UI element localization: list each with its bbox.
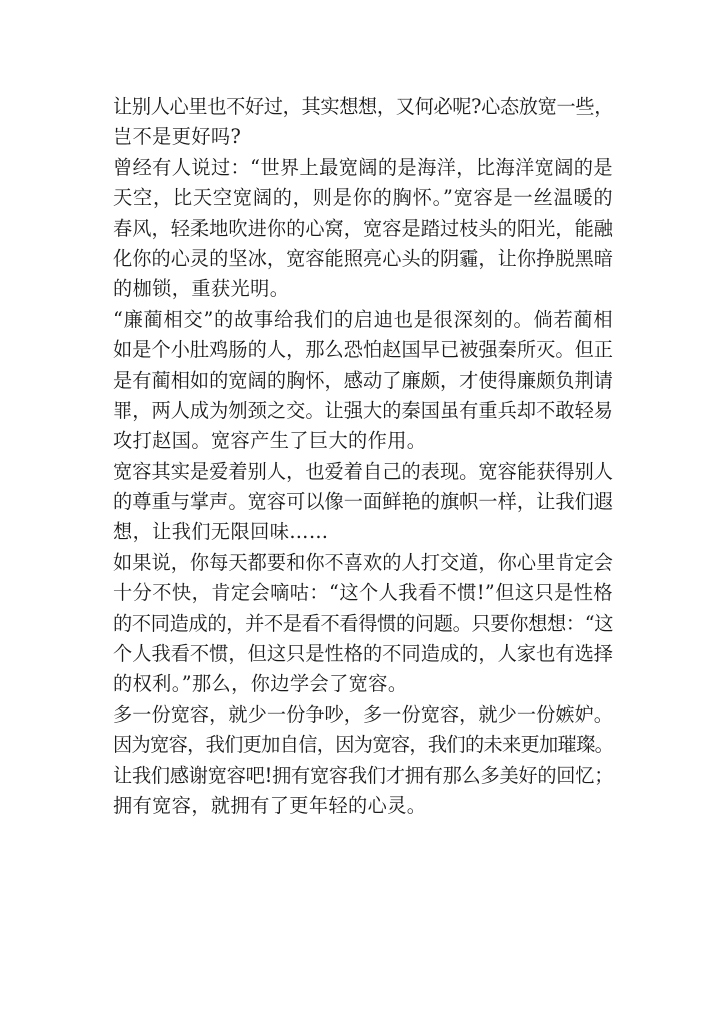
text-line: 十分不快，肯定会嘀咕：“这个人我看不惯!”但这只是性格 [113, 581, 613, 605]
text-line: 天空，比天空宽阔的，则是你的胸怀。”宽容是一丝温暖的 [113, 186, 613, 210]
text-line: 曾经有人说过：“世界上最宽阔的是海洋，比海洋宽阔的是 [113, 155, 613, 179]
text-line: 攻打赵国。宽容产生了巨大的作用。 [113, 429, 427, 453]
text-line: 的不同造成的，并不是看不看得惯的问题。只要你想想：“这 [113, 611, 613, 635]
text-line: 拥有宽容，就拥有了更年轻的心灵。 [113, 793, 427, 817]
text-line: 多一份宽容，就少一份争吵，多一份宽容，就少一份嫉妒。 [113, 702, 613, 726]
text-line: 让别人心里也不好过，其实想想，又何必呢?心态放宽一些， [113, 95, 613, 118]
text-line: 春风，轻柔地吹进你的心窝，宽容是踏过枝头的阳光，能融 [113, 216, 613, 240]
text-line: 让我们感谢宽容吧!拥有宽容我们才拥有那么多美好的回忆； [113, 763, 613, 787]
text-line: 宽容其实是爱着别人，也爱着自己的表现。宽容能获得别人 [113, 459, 613, 483]
text-line: 化你的心灵的坚冰，宽容能照亮心头的阴霾，让你挣脱黑暗 [113, 246, 613, 270]
text-line: 如是个小肚鸡肠的人，那么恐怕赵国早已被强秦所灭。但正 [113, 338, 613, 362]
text-line: “廉蔺相交”的故事给我们的启迪也是很深刻的。倘若蔺相 [113, 307, 613, 331]
text-line: 因为宽容，我们更加自信，因为宽容，我们的未来更加璀璨。 [113, 733, 613, 757]
text-line: 个人我看不惯，但这只是性格的不同造成的，人家也有选择 [113, 642, 613, 666]
text-line: 如果说，你每天都要和你不喜欢的人打交道，你心里肯定会 [113, 550, 613, 574]
text-line: 的尊重与掌声。宽容可以像一面鲜艳的旗帜一样，让我们遐 [113, 490, 613, 514]
document-body [113, 92, 613, 821]
text-line: 罪，两人成为刎颈之交。让强大的秦国虽有重兵却不敢轻易 [113, 398, 613, 422]
text-line: 是有蔺相如的宽阔的胸怀，感动了廉颇，才使得廉颇负荆请 [113, 368, 613, 392]
text-line: 想，让我们无限回味…… [113, 520, 329, 544]
text-line: 岂不是更好吗? [113, 125, 242, 149]
text-line: 的枷锁，重获光明。 [113, 277, 290, 301]
text-line: 的权利。”那么，你边学会了宽容。 [113, 672, 408, 696]
